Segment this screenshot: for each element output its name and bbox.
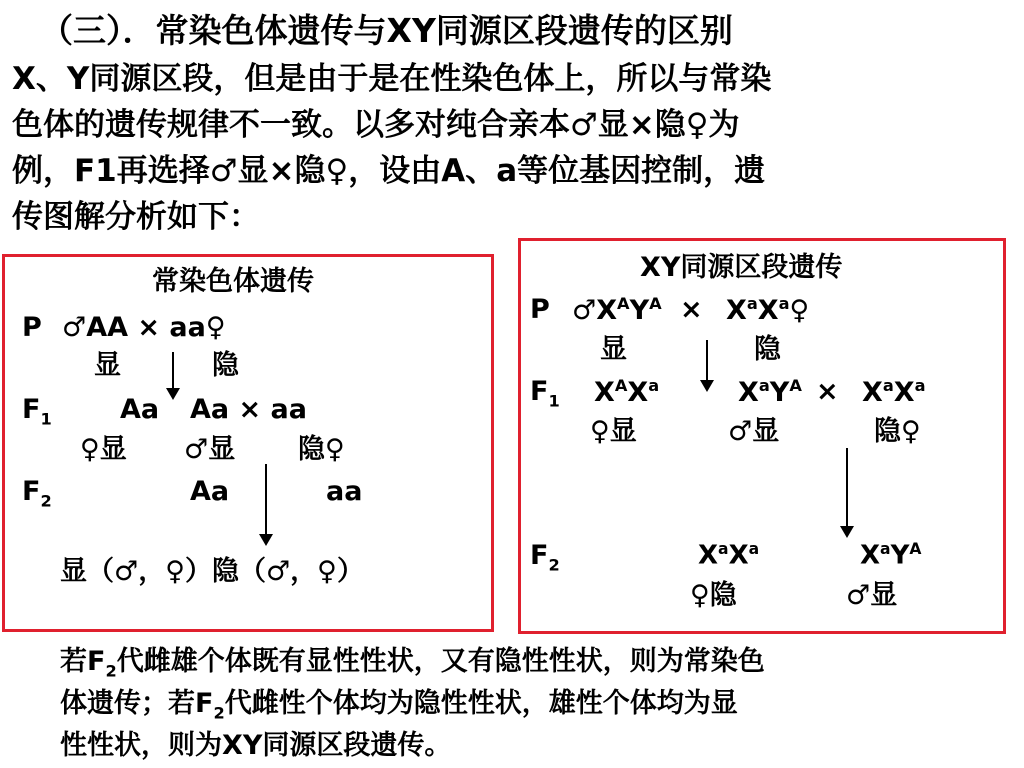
autosomal-result: 显（♂，♀）隐（♂，♀） <box>60 556 364 587</box>
conclusion-line-2: 体遗传；若$F_2$代雌性个体均为隐性性状，雄性个体均为显 <box>60 688 738 723</box>
xy-p-times: × <box>680 294 703 325</box>
intro-line-4: 传图解分析如下： <box>12 199 260 235</box>
autosomal-f2-genotype-b: aa <box>326 476 363 507</box>
xy-f1-pheno-female: ♀显 <box>590 416 637 447</box>
xy-p-label: P <box>530 294 550 325</box>
intro-line-1: X、Y同源区段，但是由于是在性染色体上，所以与常染 <box>12 61 772 97</box>
autosomal-f2-genotype-a: Aa <box>190 476 230 507</box>
autosomal-f1-pheno-recessive: 隐♀ <box>298 434 345 465</box>
xy-p-male-genotype: $♂X^AY^A$ <box>572 294 662 326</box>
autosomal-f2-label: $F_2$ <box>22 476 52 511</box>
autosomal-f1-cross: Aa × aa <box>190 394 307 425</box>
autosomal-f1-offspring: Aa <box>120 394 160 425</box>
xy-arrow-p-f1 <box>706 340 708 382</box>
autosomal-p-pheno-dominant: 显 <box>94 350 121 381</box>
autosomal-p-label: P <box>22 312 42 343</box>
xy-p-female-genotype: $X^aX^a♀$ <box>726 294 810 326</box>
xy-arrow-f1-f2 <box>846 448 848 528</box>
intro-line-3: 例，F1再选择♂显×隐♀，设由A、a等位基因控制，遗 <box>12 153 766 189</box>
autosomal-p-cross: ♂AA × aa♀ <box>62 312 226 343</box>
xy-f2-pheno-female: ♀隐 <box>690 580 737 611</box>
xy-f2-pheno-male: ♂显 <box>846 580 898 611</box>
conclusion-line-1: 若$F_2$代雌雄个体既有显性性状，又有隐性性状，则为常染色 <box>60 646 765 681</box>
xy-f1-cross-female-genotype: $X^aX^a$ <box>862 376 926 408</box>
autosomal-heading: 常染色体遗传 <box>152 266 314 297</box>
autosomal-arrow-p-f1 <box>172 352 174 390</box>
xy-f2-label: $F_2$ <box>530 540 560 575</box>
xy-f1-pheno-male: ♂显 <box>728 416 780 447</box>
xy-heading: XY同源区段遗传 <box>640 252 843 283</box>
autosomal-f1-pheno-female: ♀显 <box>80 434 127 465</box>
xy-f2-female-genotype: $X^aX^a$ <box>698 540 760 571</box>
xy-f2-male-genotype: $X^aY^A$ <box>860 540 922 571</box>
intro-line-2: 色体的遗传规律不一致。以多对纯合亲本♂显×隐♀为 <box>12 107 740 143</box>
xy-f1-pheno-recessive: 隐♀ <box>874 416 921 447</box>
xy-f1-female-genotype: $X^AX^a$ <box>594 376 660 408</box>
slide-title: （三）．常染色体遗传与XY同源区段遗传的区别 <box>40 11 733 50</box>
xy-f1-label: $F_1$ <box>530 376 560 411</box>
autosomal-f1-pheno-male: ♂显 <box>184 434 236 465</box>
xy-p-pheno-recessive: 隐 <box>754 334 781 365</box>
xy-f1-male-genotype: $X^aY^A$ <box>738 376 802 408</box>
autosomal-p-pheno-recessive: 隐 <box>212 350 239 381</box>
xy-f1-times: × <box>816 376 839 407</box>
autosomal-f1-label: $F_1$ <box>22 394 52 429</box>
xy-p-pheno-dominant: 显 <box>600 334 627 365</box>
conclusion-line-3: 性性状，则为XY同源区段遗传。 <box>60 730 452 761</box>
autosomal-arrow-f1-f2 <box>265 464 267 536</box>
